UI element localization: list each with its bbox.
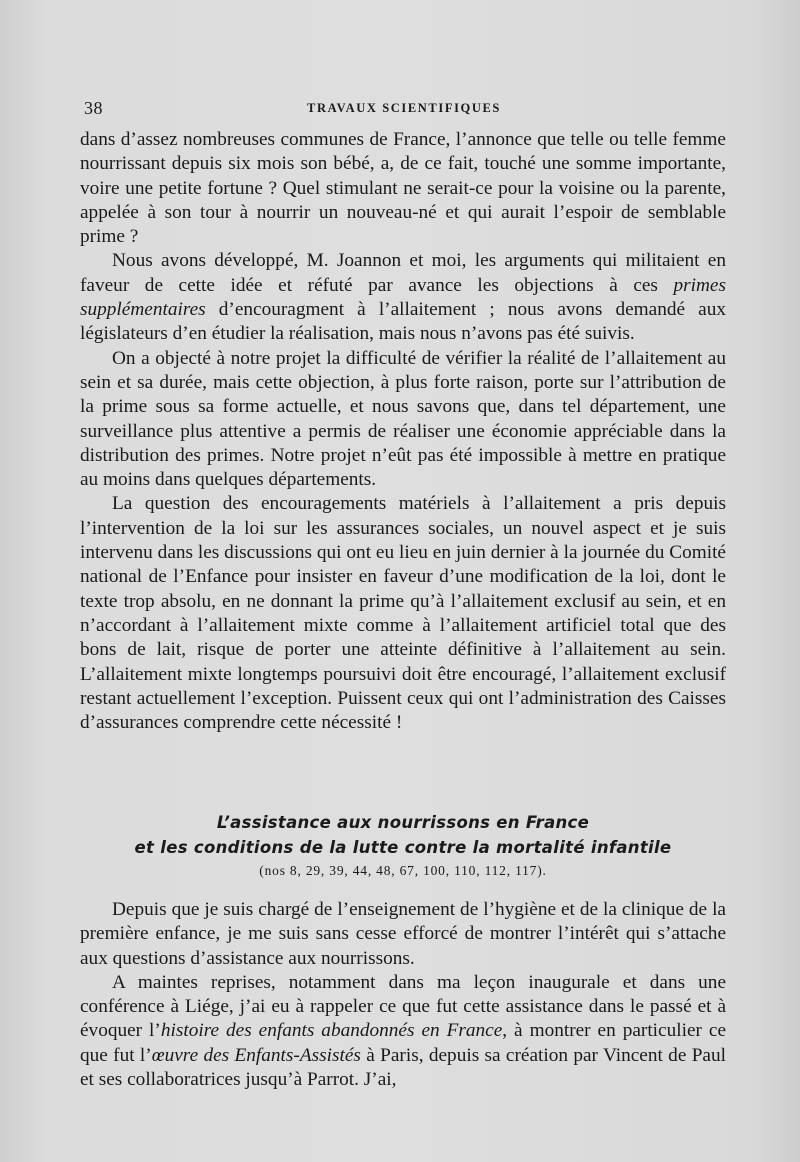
main-text — [80, 128, 726, 735]
paragraph-2-italic: primes supplémentaires — [80, 274, 726, 321]
section-paragraph-2-text-c: à Paris, depuis sa création par Vincent de Paul et ses collaboratrices jusqu’à Parrot. J’ai, — [80, 1044, 726, 1091]
section-paragraph-2-text-b: , à montrer en particulier ce que fut l’ — [80, 1020, 727, 1066]
section-paragraph-2-text-a: A maintes reprises, notamment dans ma leçon inaugurale et dans une conférence à Liége, j’ai eu à rappeler ce que fut cette assistance dans le passé et à évoquer l’ — [80, 971, 726, 1042]
paragraph-4: La question des encouragements matériels à l’allaitement a pris depuis l’intervention de la loi sur les assurances sociales, un nouvel aspect et je suis intervenu dans les discussions qui ont eu lieu en juin dernier à la journée du Comité national de l’Enfance pour insister en faveur d’une modification de la loi, dont le texte trop absolu, en ne donnant la prime qu’à l’allaitement exclusif au sein, et en n’accordant à l’allaitement mixte comme à l’allaitement artificiel total que des bons de lait, risque de porter une atteinte définitive à l’allaitement au sein. L’allaitement mixte longtemps poursuivi doit être encouragé, l’allaitement exclusif restant actuellement l’exception. Puissent ceux qui ont l’administration des Caisses d’assurances comprendre cette nécessité ! — [80, 493, 726, 734]
section-references: (nos 8, 29, 39, 44, 48, 67, 100, 110, 112, 117). — [259, 863, 547, 878]
section-text — [80, 898, 726, 1092]
paragraph-1: dans d’assez nombreuses communes de France, l’annonce que telle ou telle femme nourrissant depuis six mois son bébé, a, de ce fait, touché une somme importante, voire une petite fortune ? Quel stimulant ne serait-ce pour la voisine ou la parente, appelée à son tour à nourrir un nouveau-né et qui aurait l’espoir de semblable prime ? — [80, 129, 726, 248]
running-head: TRAVAUX SCIENTIFIQUES — [307, 101, 501, 115]
paragraph-2 — [80, 249, 726, 346]
paragraph-2-text-b: d’encouragment à l’allaitement ; nous avons demandé aux législateurs d’en étudier la réalisation, mais nous n’avons pas été suivis. — [80, 299, 726, 345]
page-number: 38 — [84, 98, 103, 118]
section-paragraph-2-italic-b: œuvre des Enfants-Assistés — [151, 1044, 361, 1066]
page-header — [84, 98, 724, 120]
section-paragraph-2-italic-a: histoire des enfants abandonnés en France — [160, 1020, 503, 1042]
section-paragraph-2 — [80, 971, 726, 1092]
section-title-line-1: L’assistance aux nourrissons en France — [216, 813, 590, 832]
paragraph-3: On a objecté à notre projet la difficulté de vérifier la réalité de l’allaitement au sein et sa durée, mais cette objection, à plus forte raison, porte sur l’attribution de la prime sous sa forme actuelle, et nous savons que, dans tel département, une surveillance plus attentive a permis de réaliser une économie appréciable dans la distribution des primes. Notre projet n’eût pas été impossible à mettre en pratique au moins dans quelques départements. — [80, 347, 726, 491]
section-title-line-2: et les conditions de la lutte contre la mortalité infantile — [134, 838, 672, 857]
section-paragraph-1: Depuis que je suis chargé de l’enseignement de l’hygiène et de la clinique de la première enfance, je me suis sans cesse efforcé de montrer l’intérêt qui s’attache aux questions d’assistance aux nourrissons. — [80, 899, 726, 969]
paragraph-2-text-a: Nous avons développé, M. Joannon et moi, les arguments qui militaient en faveur de cette idée et réfuté par avance les objections à ces — [80, 250, 726, 296]
section-heading — [80, 810, 726, 880]
